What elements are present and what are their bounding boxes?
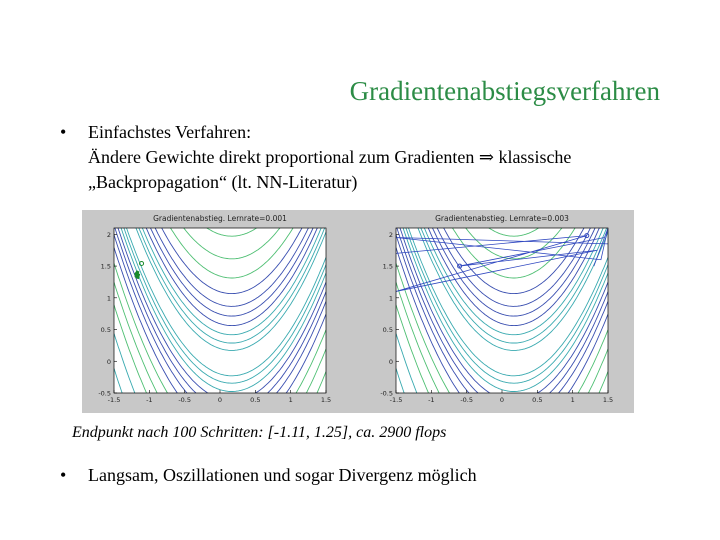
slide-title: Gradientenabstiegsverfahren	[349, 76, 660, 106]
x-tick-label: 1	[288, 396, 293, 404]
x-tick-label: 0	[217, 396, 223, 404]
plot-title: Gradientenabstieg. Lernrate=0.003	[435, 214, 569, 223]
y-tick-label: 1.5	[382, 262, 393, 271]
x-tick-label: -0.5	[178, 396, 192, 404]
y-tick-label: -0.5	[98, 389, 111, 398]
y-tick-label: 1.5	[100, 262, 111, 271]
contour-plot-svg	[364, 210, 634, 413]
y-tick-label: 1	[106, 294, 111, 303]
plot-title: Gradientenabstieg. Lernrate=0.001	[153, 214, 287, 223]
x-tick-label: 0	[499, 396, 505, 404]
x-tick-label: -1	[428, 396, 435, 404]
x-tick-label: 1	[570, 396, 575, 404]
bullet-dot: •	[60, 465, 67, 485]
figure-panel	[82, 210, 634, 413]
y-tick-label: -0.5	[380, 389, 393, 398]
y-tick-label: 1	[388, 294, 393, 303]
bullet-intro-line2: Ändere Gewichte direkt proportional zum Gradienten ⇒ klassische	[88, 147, 572, 167]
figure-caption: Endpunkt nach 100 Schritten: [-1.11, 1.25], ca. 2900 flops	[72, 424, 447, 441]
bullet-dot: •	[60, 122, 67, 142]
descent-path	[135, 271, 139, 279]
x-tick-label: -0.5	[460, 396, 474, 404]
x-tick-label: -1.5	[389, 396, 403, 404]
contour-plot-left	[82, 210, 352, 413]
contour-plot-right	[364, 210, 634, 413]
x-tick-label: -1.5	[107, 396, 121, 404]
contour-plot-svg	[82, 210, 352, 413]
bullet-intro-line3: „Backpropagation“ (lt. NN-Literatur)	[88, 172, 358, 192]
y-tick-label: 0	[388, 357, 393, 366]
x-tick-label: -1	[146, 396, 153, 404]
y-tick-label: 2	[388, 230, 393, 239]
y-tick-label: 0	[106, 357, 111, 366]
bullet-intro-text	[88, 120, 571, 195]
x-tick-label: 0.5	[250, 396, 261, 404]
x-tick-label: 1.5	[602, 396, 614, 404]
bullet-intro-line1: Einfachstes Verfahren:	[88, 122, 252, 142]
x-tick-label: 0.5	[532, 396, 543, 404]
bullet-conclusion-text: Langsam, Oszillationen und sogar Divergenz möglich	[88, 465, 477, 485]
x-tick-label: 1.5	[320, 396, 332, 404]
y-tick-label: 0.5	[100, 326, 111, 335]
y-tick-label: 0.5	[382, 326, 393, 335]
y-tick-label: 2	[106, 230, 111, 239]
